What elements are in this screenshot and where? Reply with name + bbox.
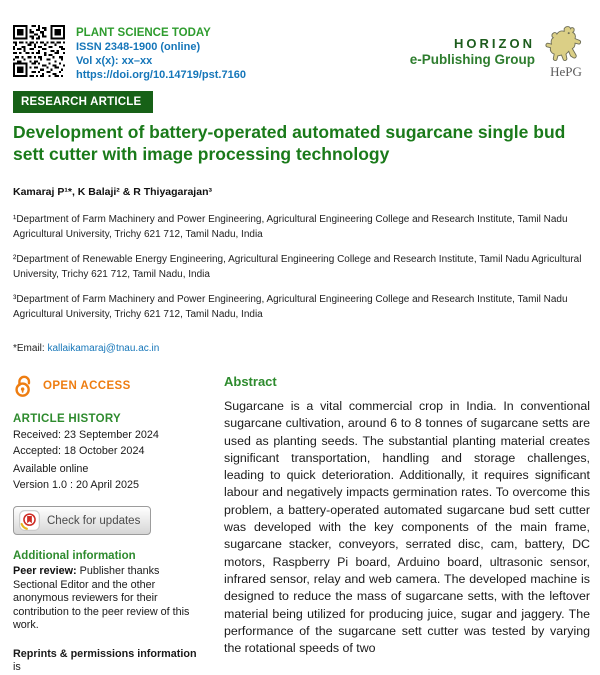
journal-name: PLANT SCIENCE TODAY — [76, 27, 211, 39]
history-accepted: Accepted: 18 October 2024 — [13, 444, 145, 457]
article-history-list — [13, 428, 210, 493]
publisher-logo — [542, 25, 590, 78]
peer-review-note — [13, 565, 203, 633]
check-updates-label: Check for updates — [47, 514, 141, 527]
article-title: Development of battery-operated automated sugarcane single bud sett cutter with image processing technology — [13, 122, 566, 164]
abstract-text: Sugarcane is a vital commercial crop in India. In conventional sugarcane cultivation, around 6 to 8 tonnes of sugarcane setts are used as planting seeds. The substantial planting material creates significant transportation, handling and storage challenges, leading to quick deterioration. Additionally, it requires significant labour and negatively impacts germination rates. To overcome this problem, a battery-operated automated sugarcane bud sett cutter was developed with the key components of the main frame, sugarcane stacker, conveyors, serrated disc, cam, battery, DC motors, Raspberry Pi board, Arduino board, ultrasonic sensor, infrared sensor, relay and web camera. The developed machine is designed to reduce the mass of sugarcane setts, with the leftover material being utilized for producing juice, sugar and jaggery. The performance of the sugarcane sett cutter was tested by varying the rotational speeds of two — [224, 399, 590, 656]
journal-header — [13, 25, 590, 82]
authors-line: Kamaraj P¹*, K Balaji² & R Thiyagarajan³ — [13, 186, 212, 198]
open-access-icon — [13, 374, 35, 398]
peer-review-text: Publisher thanks Sectional Editor and the other anonymous reviewers for their contribution to the peer review of this work. — [13, 565, 190, 631]
abstract-section — [224, 374, 590, 675]
affiliation-2: ²Department of Renewable Energy Engineering, Agricultural Engineering College and Research Institute, Tamil Nadu Agricultural University, Trichy 621 712, Tamil Nadu, India — [13, 254, 582, 280]
qr-code — [13, 25, 65, 77]
journal-volume: Vol x(x): xx–xx — [76, 55, 153, 67]
email-label: *Email: — [13, 343, 48, 354]
lion-icon — [544, 25, 588, 65]
article-meta-sidebar — [13, 374, 210, 675]
article-history-heading: ARTICLE HISTORY — [13, 413, 122, 425]
affiliation-1: ¹Department of Farm Machinery and Power Engineering, Agricultural Engineering College and Research Institute, Tamil Nadu Agricultural University, Trichy 621 712, Tamil Nadu, India — [13, 214, 568, 240]
affiliation-3: ³Department of Farm Machinery and Power Engineering, Agricultural Engineering College and Research Institute, Tamil Nadu Agricultural University, Trichy 621 712, Tamil Nadu, India — [13, 294, 568, 320]
reprints-note — [13, 648, 203, 675]
doi-link[interactable]: https://doi.org/10.14719/pst.7160 — [76, 69, 246, 81]
additional-info-heading: Additional information — [13, 550, 136, 562]
history-available-online: Available online — [13, 463, 89, 475]
article-type-badge: RESEARCH ARTICLE — [13, 91, 153, 113]
open-access-row — [13, 374, 210, 398]
content-columns — [13, 374, 590, 675]
check-updates-button[interactable] — [13, 506, 151, 535]
peer-review-label: Peer review: — [13, 565, 80, 577]
qr-code-graphic — [13, 25, 65, 77]
email-link[interactable]: kallaikamaraj@tnau.ac.in — [47, 343, 160, 354]
publisher-name: HORIZON — [454, 36, 535, 51]
journal-issn: ISSN 2348-1900 (online) — [76, 41, 201, 53]
journal-info — [76, 25, 246, 82]
publisher-abbr: HePG — [550, 64, 582, 79]
publisher-block — [410, 25, 590, 78]
publisher-text — [410, 36, 535, 68]
reprints-label: Reprints & permissions information — [13, 647, 197, 660]
reprints-text: is — [13, 661, 21, 673]
email-row — [13, 343, 590, 354]
crossmark-icon — [19, 510, 40, 531]
publisher-subtitle: e-Publishing Group — [409, 52, 535, 67]
history-received: Received: 23 September 2024 — [13, 429, 159, 441]
open-access-label: OPEN ACCESS — [43, 380, 131, 392]
abstract-heading: Abstract — [224, 374, 277, 389]
history-version: Version 1.0 : 20 April 2025 — [13, 478, 140, 491]
